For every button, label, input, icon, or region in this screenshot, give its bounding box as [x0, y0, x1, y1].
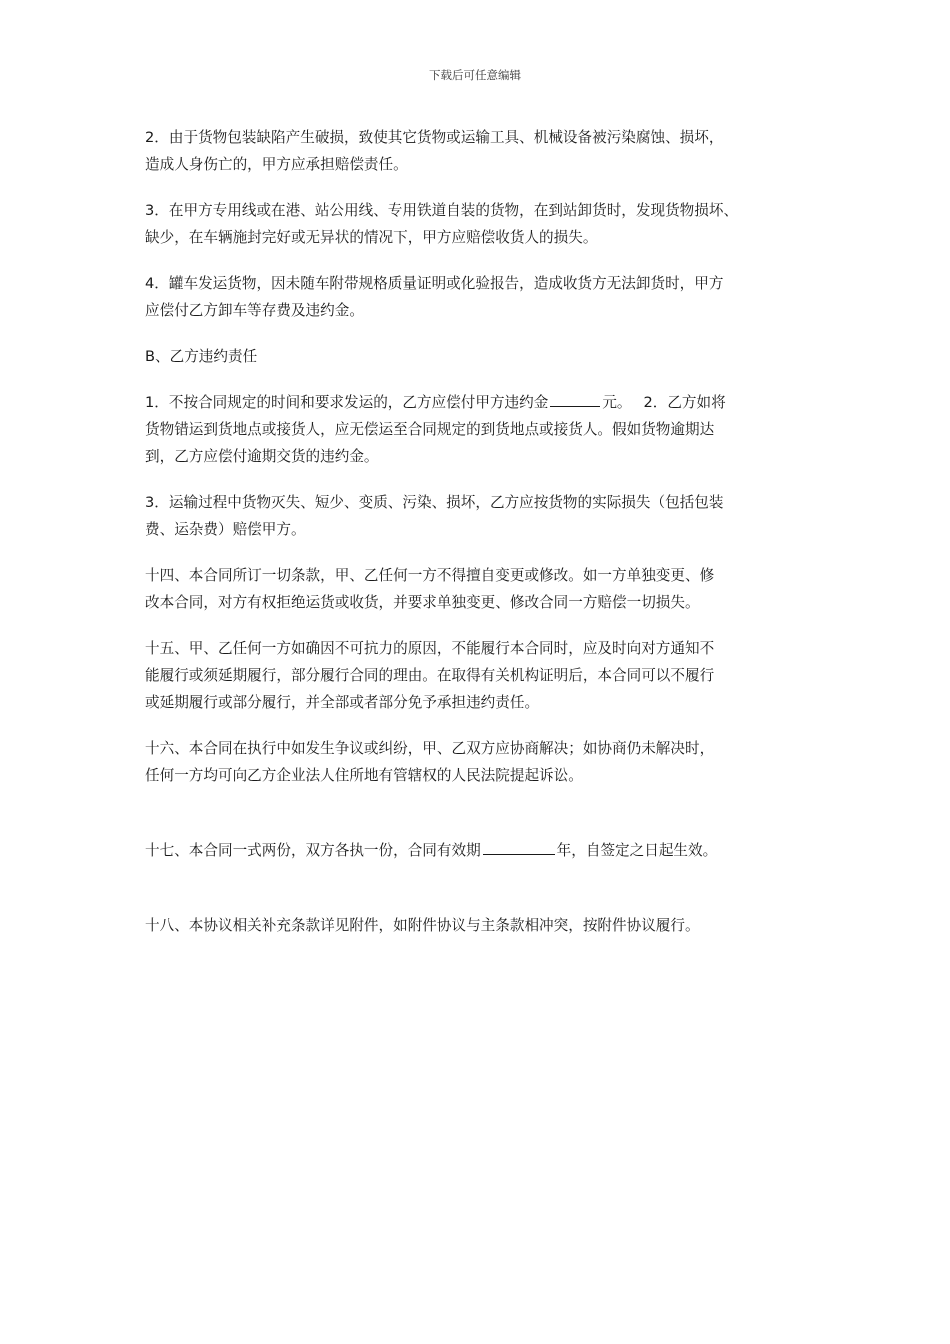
page-header: 下载后可任意编辑	[429, 68, 521, 82]
clause-a4-line1: 4．罐车发运货物，因未随车附带规格质量证明或化验报告，造成收货方无法卸货时，甲方	[145, 275, 724, 292]
clause-18-line1: 十八、本协议相关补充条款详见附件，如附件协议与主条款相冲突，按附件协议履行。	[145, 917, 700, 934]
clause-17-line1	[145, 837, 815, 864]
clause-b3-line1: 3．运输过程中货物灭失、短少、变质、污染、损坏，乙方应按货物的实际损失（包括包装	[145, 494, 724, 511]
clause-a2	[145, 124, 815, 178]
clause-a3-line1: 3．在甲方专用线或在港、站公用线、专用铁道自装的货物，在到站卸货时，发现货物损坏、	[145, 202, 739, 219]
clause-17	[145, 837, 815, 864]
clause-14	[145, 562, 815, 616]
clause-b1-b2	[145, 389, 815, 470]
clause-14-line2: 改本合同，对方有权拒绝运货或收货，并要求单独变更、修改合同一方赔偿一切损失。	[145, 594, 700, 611]
clause-16	[145, 735, 815, 789]
clause-15-line3: 或延期履行或部分履行，并全部或者部分免予承担违约责任。	[145, 694, 540, 711]
clause-15-line2: 能履行或须延期履行，部分履行合同的理由。在取得有关机构证明后，本合同可以不履行	[145, 667, 715, 684]
section-b-heading	[145, 343, 815, 370]
clause-b1-text-b: 元。 2．乙方如将	[602, 394, 726, 411]
clause-15-line1: 十五、甲、乙任何一方如确因不可抗力的原因，不能履行本合同时，应及时向对方通知不	[145, 640, 715, 657]
clause-a3-line2: 缺少，在车辆施封完好或无异状的情况下，甲方应赔偿收货人的损失。	[145, 229, 598, 246]
clause-a4	[145, 270, 815, 324]
clause-b2-line2: 货物错运到货地点或接货人，应无偿运至合同规定的到货地点或接货人。假如货物逾期达	[145, 421, 715, 438]
clause-b1-text-a: 1．不按合同规定的时间和要求发运的，乙方应偿付甲方违约金	[145, 394, 549, 411]
penalty-amount-blank	[550, 390, 600, 407]
clause-b2-line3: 到，乙方应偿付逾期交货的违约金。	[145, 448, 379, 465]
clause-16-line1: 十六、本合同在执行中如发生争议或纠纷，甲、乙双方应协商解决；如协商仍未解决时，	[145, 740, 715, 757]
clause-17-text-a: 十七、本合同一式两份，双方各执一份，合同有效期	[145, 842, 481, 859]
clause-a3	[145, 197, 815, 251]
clause-15	[145, 635, 815, 716]
clause-18	[145, 912, 815, 939]
clause-a4-line2: 应偿付乙方卸车等存费及违约金。	[145, 302, 364, 319]
clause-16-line2: 任何一方均可向乙方企业法人住所地有管辖权的人民法院提起诉讼。	[145, 767, 583, 784]
clause-b3	[145, 489, 815, 543]
clause-14-line1: 十四、本合同所订一切条款，甲、乙任何一方不得擅自变更或修改。如一方单独变更、修	[145, 567, 715, 584]
clause-b3-line2: 费、运杂费）赔偿甲方。	[145, 521, 306, 538]
validity-years-blank	[483, 838, 555, 855]
clause-a2-line2: 造成人身伤亡的，甲方应承担赔偿责任。	[145, 156, 408, 173]
clause-17-text-b: 年，自签定之日起生效。	[556, 842, 718, 859]
clause-a2-line1: 2．由于货物包装缺陷产生破损，致使其它货物或运输工具、机械设备被污染腐蚀、损坏，	[145, 129, 724, 146]
clause-b1-line1	[145, 389, 815, 416]
section-b-title: B、乙方违约责任	[145, 348, 258, 365]
document-body	[145, 124, 815, 958]
